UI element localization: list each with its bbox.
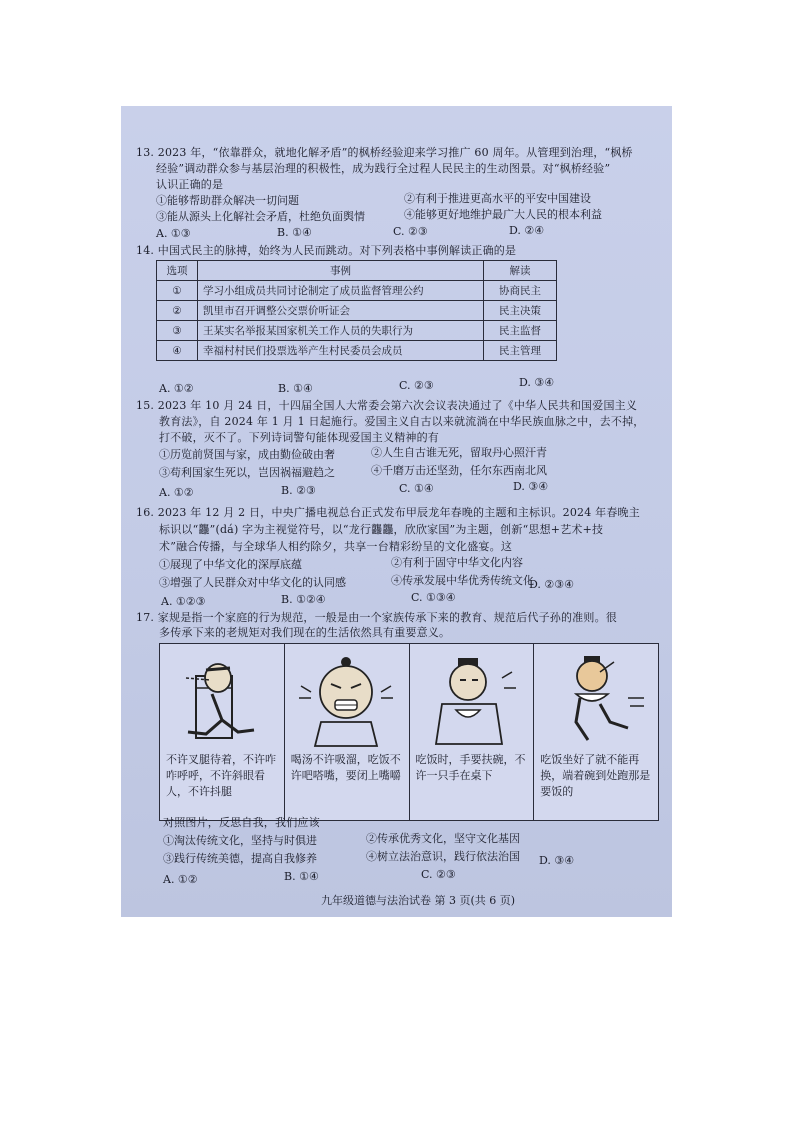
table-cell: ② — [157, 301, 198, 321]
table-cell: 民主决策 — [484, 301, 557, 321]
q15-choice-c: C. ①④ — [399, 482, 434, 495]
q15-line-2: 教育法》，自 2024 年 1 月 1 日起施行。爱国主义自古以来就流淌在中华民族血脉之中，去不掉， — [159, 415, 645, 428]
q13-item-2: ②有利于推进更高水平的平安中国建设 — [404, 192, 591, 205]
q15-item-1: ①历览前贤国与家，成由勤俭破由奢 — [159, 448, 335, 461]
page-footer: 九年级道德与法治试卷 第 3 页(共 6 页) — [321, 894, 516, 907]
q16-choice-d: D. ②③④ — [529, 578, 575, 591]
table-cell: 幸福村村民们投票选举产生村民委员会成员 — [198, 341, 484, 361]
table-cell: 协商民主 — [484, 281, 557, 301]
q14-choice-c: C. ②③ — [399, 379, 434, 392]
q16-line-2: 标识以“龘”(dá) 字为主视觉符号，以“龙行龘龘，欣欣家国”为主题，创新“思想+艺术+技 — [159, 523, 604, 536]
q13-choice-d: D. ②④ — [509, 224, 545, 237]
q13-line-2: 经验”调动群众参与基层治理的积极性，成为践行全过程人民民主的生动图景。对“枫桥经验” — [156, 162, 611, 175]
table-header-interpret: 解读 — [484, 261, 557, 281]
q16-choice-c: C. ①③④ — [411, 591, 456, 604]
q17-choice-a: A. ①② — [163, 873, 198, 886]
q15-item-4: ④千磨万击还坚劲，任尔东西南北风 — [371, 464, 547, 477]
q16-item-2: ②有利于固守中华文化内容 — [391, 556, 523, 569]
table-cell: ④ — [157, 341, 198, 361]
comic-panel-4 — [534, 644, 658, 820]
q17-line-1: 17. 家规是指一个家庭的行为规范，一般是由一个家族传承下来的教育、规范后代子孙的准则。很 — [136, 611, 617, 624]
q15-line-1: 15. 2023 年 10 月 24 日，十四届全国人大常委会第六次会议表决通过了《中华人民共和国爱国主义 — [136, 399, 638, 412]
q13-item-3: ③能从源头上化解社会矛盾，杜绝负面舆情 — [156, 210, 365, 223]
q15-choice-a: A. ①② — [159, 486, 194, 499]
comic-panel-3 — [410, 644, 535, 820]
q17-item-2: ②传承优秀文化，坚守文化基因 — [366, 832, 520, 845]
walking-with-bowl-icon — [540, 648, 650, 748]
q13-line-3: 认识正确的是 — [156, 178, 224, 191]
q15-line-3: 打不破，灭不了。下列诗词警句能体现爱国主义精神的有 — [159, 431, 439, 444]
q17-comic-strip — [159, 643, 659, 821]
q15-item-2: ②人生自古谁无死，留取丹心照汗青 — [371, 446, 547, 459]
exam-page — [121, 106, 672, 917]
table-header-option: 选项 — [157, 261, 198, 281]
comic-caption-2: 喝汤不许吸溜，吃饭不许吧嗒嘴，要闭上嘴嚼 — [290, 753, 401, 782]
table-row — [157, 281, 557, 301]
comic-caption-4: 吃饭坐好了就不能再换，端着碗到处跑那是要饭的 — [540, 753, 651, 798]
q16-line-1: 16. 2023 年 12 月 2 日，中央广播电视总台正式发布甲辰龙年春晚的主题和主标识。2024 年春晚主 — [136, 506, 640, 519]
q17-choice-d: D. ③④ — [539, 854, 575, 867]
q16-item-3: ③增强了人民群众对中华文化的认同感 — [159, 576, 346, 589]
comic-panel-2 — [285, 644, 410, 820]
q17-line-2: 多传承下来的老规矩对我们现在的生活依然具有重要意义。 — [159, 626, 451, 639]
table-cell: 民主监督 — [484, 321, 557, 341]
q16-choice-b: B. ①②④ — [281, 593, 326, 606]
q14-stem: 14. 中国式民主的脉搏，始终为人民而跳动。对下列表格中事例解读正确的是 — [136, 244, 517, 257]
q16-line-3: 术”融合传播，与全球华人相约除夕，共享一台精彩纷呈的文化盛宴。这 — [159, 540, 513, 553]
q14-choice-a: A. ①② — [159, 382, 194, 395]
q16-item-1: ①展现了中华文化的深厚底蕴 — [159, 558, 302, 571]
q15-choice-d: D. ③④ — [513, 480, 549, 493]
q14-table — [156, 260, 557, 361]
chewing-person-icon — [291, 648, 401, 748]
table-cell: 凯里市召开调整公交票价听证会 — [198, 301, 484, 321]
q16-choice-a: A. ①②③ — [161, 595, 206, 608]
table-cell: 学习小组成员共同讨论制定了成员监督管理公约 — [198, 281, 484, 301]
q13-item-4: ④能够更好地维护最广大人民的根本利益 — [404, 208, 602, 221]
table-cell: ③ — [157, 321, 198, 341]
table-cell: 民主管理 — [484, 341, 557, 361]
table-cell: ① — [157, 281, 198, 301]
q13-line-1: 13. 2023 年，“依靠群众，就地化解矛盾”的枫桥经验迎来学习推广 60 周年。从管理到治理，“枫桥 — [136, 146, 633, 159]
q14-choice-b: B. ①④ — [278, 382, 313, 395]
q17-item-1: ①淘汰传统文化，坚持与时俱进 — [163, 834, 317, 847]
table-row — [157, 301, 557, 321]
q17-choice-b: B. ①④ — [284, 870, 319, 883]
comic-caption-3: 吃饭时，手要扶碗，不许一只手在桌下 — [415, 753, 526, 782]
comic-caption-1: 不许叉腿待着，不许咋咋呼呼，不许斜眼看人，不许抖腿 — [166, 753, 276, 798]
table-row — [157, 341, 557, 361]
table-row — [157, 321, 557, 341]
q13-choice-c: C. ②③ — [393, 225, 428, 238]
q17-stem-2: 对照图片，反思自我，我们应该 — [163, 816, 320, 829]
table-header-row — [157, 261, 557, 281]
q15-choice-b: B. ②③ — [281, 484, 316, 497]
eating-bowl-person-icon — [416, 648, 526, 748]
table-header-case: 事例 — [198, 261, 484, 281]
slouching-person-icon — [166, 648, 276, 748]
q13-choice-a: A. ①③ — [156, 227, 191, 240]
q17-item-3: ③践行传统美德，提高自我修养 — [163, 852, 317, 865]
q16-item-4: ④传承发展中华优秀传统文化 — [391, 574, 534, 587]
table-cell: 王某实名举报某国家机关工作人员的失职行为 — [198, 321, 484, 341]
q13-choice-b: B. ①④ — [277, 226, 312, 239]
comic-panel-1 — [160, 644, 285, 820]
q14-choice-d: D. ③④ — [519, 376, 555, 389]
q17-choice-c: C. ②③ — [421, 868, 456, 881]
q15-item-3: ③苟利国家生死以，岂因祸福避趋之 — [159, 466, 335, 479]
q13-item-1: ①能够帮助群众解决一切问题 — [156, 194, 299, 207]
q17-item-4: ④树立法治意识，践行依法治国 — [366, 850, 520, 863]
